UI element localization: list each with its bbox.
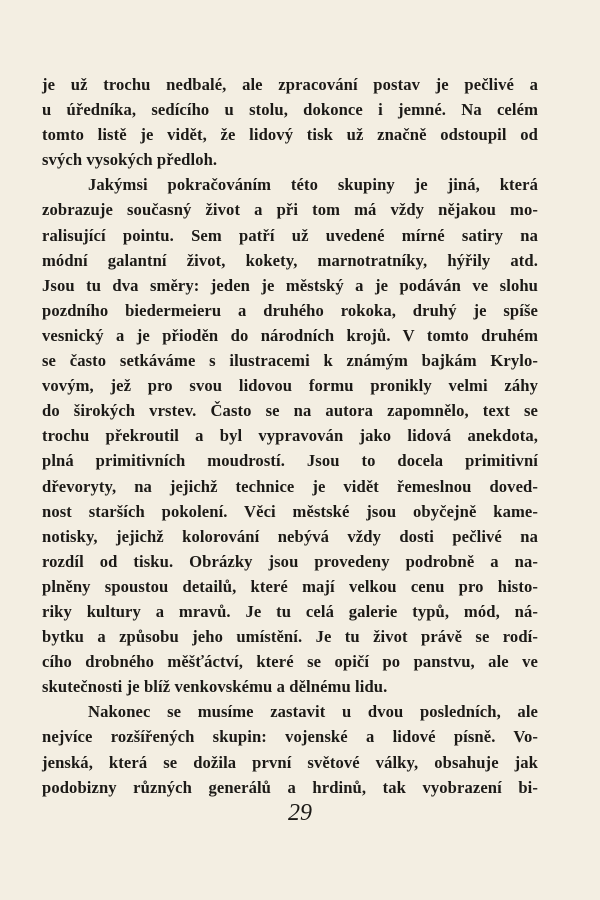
text-line: skutečnosti je blíž venkovskému a dělnému lidu. [42, 677, 388, 697]
paragraph [42, 72, 538, 172]
text-line: tomto listě je vidět, že lidový tisk už značně odstoupil od [42, 125, 538, 145]
text-line: rozdíl od tisku. Obrázky jsou provedeny podrobně a na- [42, 551, 538, 571]
text-line: nost starších pokolení. Věci městské jsou obyčejně kame- [42, 501, 538, 521]
text-line: plná primitivních moudrostí. Jsou to docela primitivní [42, 451, 538, 471]
text-line: vesnický a je přioděn do národních krojů. V tomto druhém [42, 325, 538, 345]
text-line: notisky, jejichž kolorování nebývá vždy dosti pečlivé na [42, 526, 538, 546]
text-line: bytku a způsobu jeho umístění. Je tu život právě se rodí- [42, 627, 538, 647]
text-line: Nakonec se musíme zastavit u dvou posledních, ale [88, 702, 538, 722]
text-line: ralisující pointu. Sem patří už uvedené mírné satiry na [42, 225, 538, 245]
text-line: trochu překroutil a byl vypravován jako lidová anekdota, [42, 426, 538, 446]
text-line: se často setkáváme s ilustracemi k známým bajkám Krylo- [42, 351, 538, 371]
text-line: plněny spoustou detailů, které mají velkou cenu pro histo- [42, 576, 538, 596]
text-line: je už trochu nedbalé, ale zpracování postav je pečlivé a [42, 75, 538, 94]
text-line: dřevoryty, na jejichž technice je vidět řemeslnou doved- [42, 476, 538, 496]
paragraph [42, 172, 538, 699]
text-line: zobrazuje současný život a při tom má vždy nějakou mo- [42, 200, 538, 220]
text-line: Jakýmsi pokračováním této skupiny je jiná, která [88, 175, 538, 195]
text-line: do širokých vrstev. Často se na autora zapomnělo, text se [42, 401, 538, 421]
text-line: cího drobného měšťáctví, které se opičí po panstvu, ale ve [42, 652, 538, 672]
text-line: módní galantní život, kokety, marnotratníky, hýřily atd. [42, 250, 538, 270]
text-line: riky kultury a mravů. Je tu celá galerie typů, mód, ná- [42, 601, 538, 621]
text-line: pozdního biedermeieru a druhého rokoka, druhý je spíše [42, 300, 538, 320]
page-number: 29 [288, 800, 312, 826]
text-line: vovým, jež pro svou lidovou formu pronikly velmi záhy [42, 376, 538, 396]
paragraph [42, 699, 538, 799]
text-line: podobizny různých generálů a hrdinů, tak vyobrazení bi- [42, 777, 538, 797]
text-line: nejvíce rozšířených skupin: vojenské a lidové písně. Vo- [42, 727, 538, 747]
body-text [42, 72, 538, 800]
text-line: svých vysokých předloh. [42, 150, 218, 170]
text-line: jenská, která se dožila první světové války, obsahuje jak [42, 752, 538, 772]
text-line: u úředníka, sedícího u stolu, dokonce i jemné. Na celém [42, 100, 538, 120]
text-line: Jsou tu dva směry: jeden je městský a je podáván ve slohu [42, 275, 538, 295]
